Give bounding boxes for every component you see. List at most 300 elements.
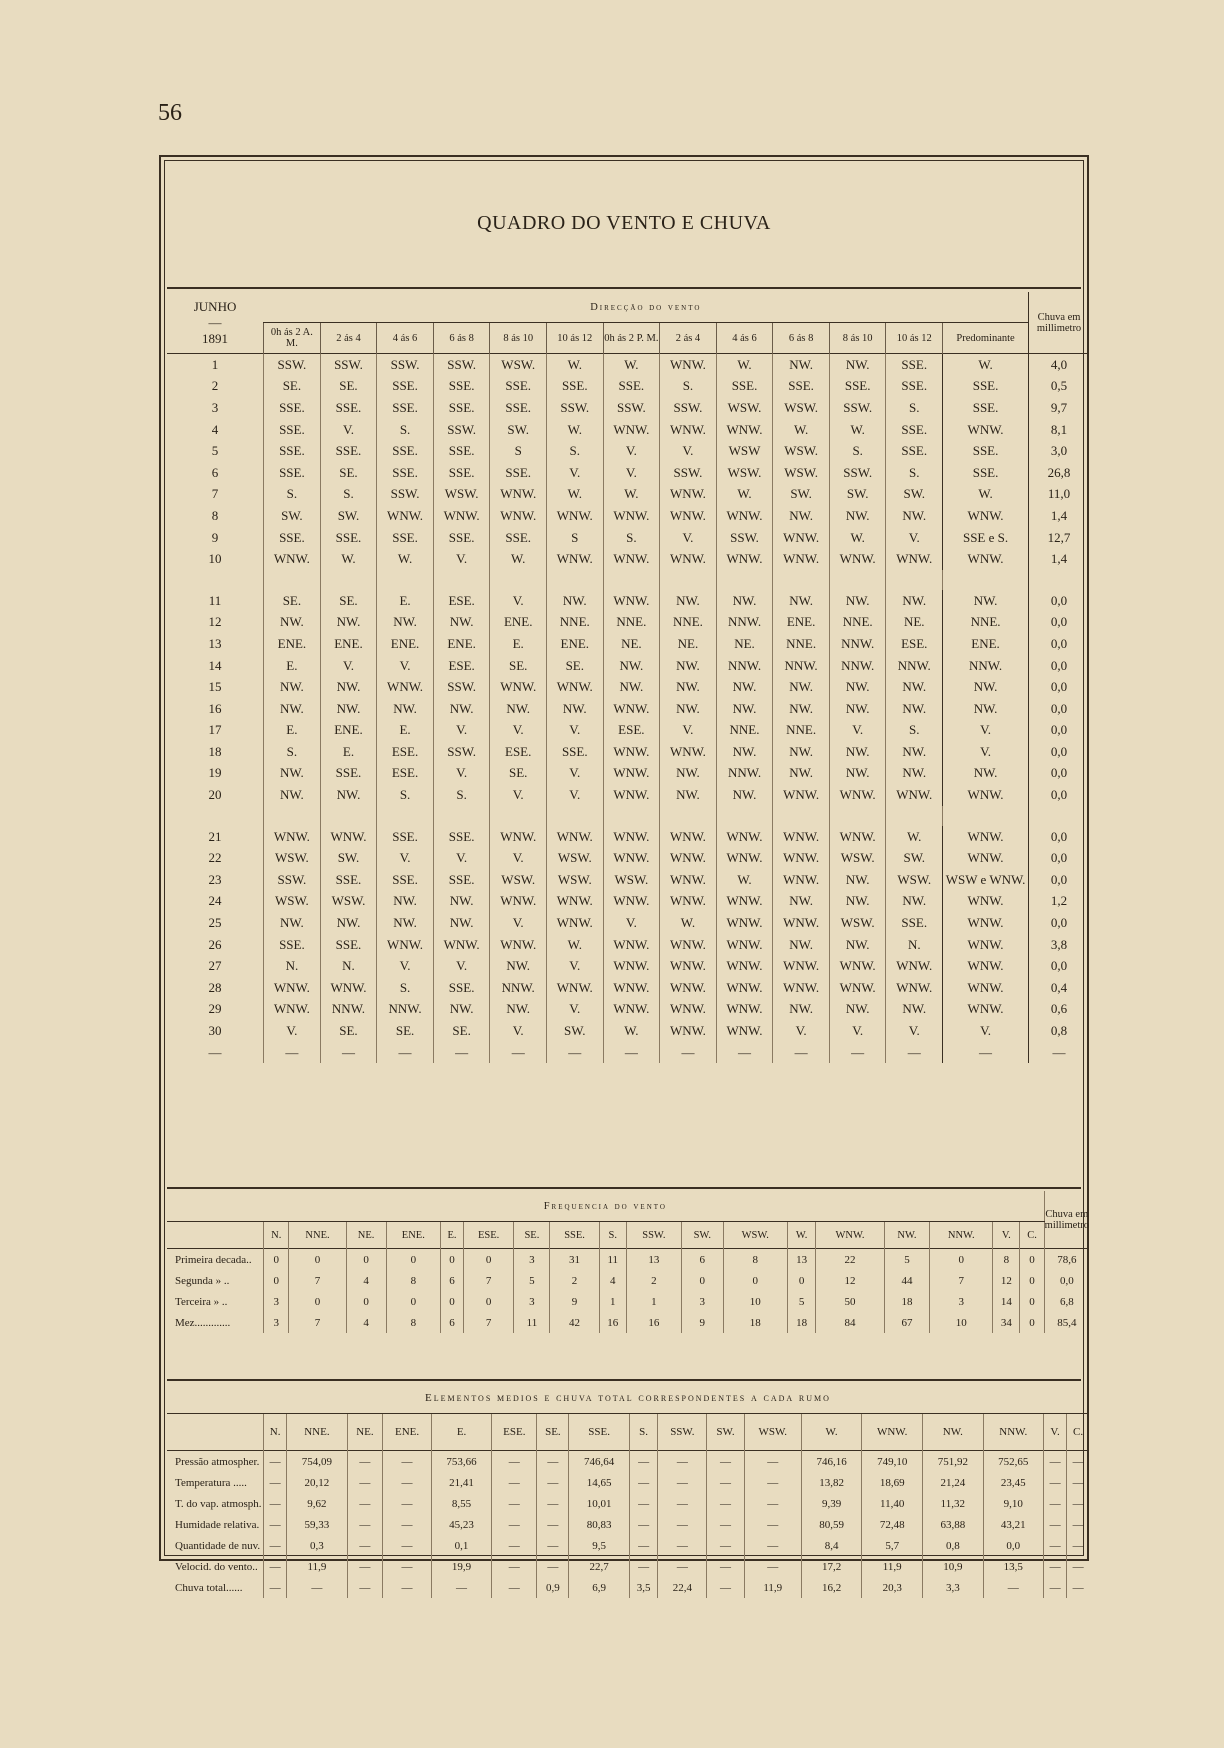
elem-cell: — xyxy=(347,1472,383,1493)
direction-cell: WSW. xyxy=(433,484,490,506)
elem-cell: 0,3 xyxy=(287,1535,347,1556)
direction-cell: WSW. xyxy=(829,912,886,934)
elem-cell: 20,3 xyxy=(862,1577,923,1598)
table-row xyxy=(167,1514,1089,1535)
freq-cell: 22 xyxy=(816,1249,884,1271)
direction-cell: SW. xyxy=(773,484,830,506)
direction-cell: NW. xyxy=(660,698,717,720)
direction-cell: NNW. xyxy=(829,633,886,655)
table-row xyxy=(167,1472,1089,1493)
direction-cell: ENE. xyxy=(490,612,547,634)
direction-cell: S. xyxy=(320,484,377,506)
elem-cell: — xyxy=(347,1451,383,1473)
elements-title: Elementos medios e chuva total correspondentes a cada rumo xyxy=(167,1383,1089,1414)
direction-cell: W. xyxy=(660,912,717,934)
table-row xyxy=(167,869,1089,891)
predominant-cell: NNW. xyxy=(943,655,1029,677)
direction-cell: SSE. xyxy=(433,376,490,398)
freq-cell: 0 xyxy=(930,1249,993,1271)
predominant-cell: WNW. xyxy=(943,977,1029,999)
rain-cell: 0,5 xyxy=(1029,376,1089,398)
direction-cell: NW. xyxy=(320,912,377,934)
freq-cell: 3 xyxy=(514,1249,550,1271)
direction-cell: WNW. xyxy=(829,826,886,848)
direction-cell: NW. xyxy=(490,999,547,1021)
freq-cell: 84 xyxy=(816,1312,884,1333)
direction-cell: WNW. xyxy=(603,698,660,720)
direction-cell: WNW. xyxy=(886,548,943,570)
direction-cell: WSW xyxy=(716,440,773,462)
direction-cell: NW. xyxy=(660,655,717,677)
elem-cell: — xyxy=(383,1514,432,1535)
predominant-cell: SSE. xyxy=(943,440,1029,462)
table-row xyxy=(167,698,1089,720)
freq-cell: 6 xyxy=(441,1312,464,1333)
direction-cell: WNW. xyxy=(716,826,773,848)
direction-cell: NW. xyxy=(264,612,321,634)
direction-cell: WSW. xyxy=(773,440,830,462)
elem-cell: 3,3 xyxy=(923,1577,983,1598)
direction-cell: WNW. xyxy=(547,505,604,527)
elem-cell: 0,8 xyxy=(923,1535,983,1556)
direction-cell: NW. xyxy=(264,784,321,806)
elem-row-label: T. do vap. atmosph. xyxy=(175,1497,262,1510)
direction-cell: SSE. xyxy=(377,462,434,484)
elem-cell: — xyxy=(537,1556,569,1577)
freq-cell: 5 xyxy=(787,1291,816,1312)
elem-dir-header: SE. xyxy=(537,1414,569,1451)
direction-cell: WSW. xyxy=(320,891,377,913)
direction-cell: SE. xyxy=(320,1020,377,1042)
direction-cell: SSW. xyxy=(264,354,321,376)
direction-cell: WNW. xyxy=(829,955,886,977)
elem-cell: 72,48 xyxy=(862,1514,923,1535)
direction-cell: SSW. xyxy=(433,419,490,441)
elem-cell: 9,5 xyxy=(569,1535,629,1556)
table-row xyxy=(167,955,1089,977)
day-cell: 13 xyxy=(208,635,222,651)
table-row xyxy=(167,440,1089,462)
direction-cell: V. xyxy=(377,955,434,977)
table-row xyxy=(167,934,1089,956)
direction-cell: SSW. xyxy=(829,397,886,419)
elem-cell: — xyxy=(347,1556,383,1577)
direction-cell: V. xyxy=(547,955,604,977)
predominant-cell: WNW. xyxy=(943,505,1029,527)
direction-cell: WNW. xyxy=(773,847,830,869)
freq-cell: 4 xyxy=(346,1270,386,1291)
direction-cell: NW. xyxy=(433,891,490,913)
direction-cell: WNW. xyxy=(320,977,377,999)
direction-cell: V. xyxy=(433,720,490,742)
elem-cell: — xyxy=(537,1493,569,1514)
rain-cell: 9,7 xyxy=(1029,397,1089,419)
direction-cell: NW. xyxy=(716,698,773,720)
elem-row-label: Chuva total...... xyxy=(175,1581,243,1594)
predominant-cell: V. xyxy=(943,741,1029,763)
elem-cell: 19,9 xyxy=(431,1556,491,1577)
freq-cell: 8 xyxy=(993,1249,1020,1271)
elem-cell: — xyxy=(383,1493,432,1514)
elem-cell: 746,16 xyxy=(801,1451,861,1473)
freq-cell: 9 xyxy=(550,1291,599,1312)
direction-cell: W. xyxy=(716,354,773,376)
direction-cell: V. xyxy=(264,1020,321,1042)
dash-cell: — xyxy=(490,1042,547,1064)
direction-cell: WNW. xyxy=(603,419,660,441)
direction-cell: SSE. xyxy=(377,440,434,462)
direction-cell: SSW. xyxy=(377,354,434,376)
freq-cell: 0 xyxy=(346,1291,386,1312)
elem-cell: 8,4 xyxy=(801,1535,861,1556)
dash-cell: — xyxy=(829,1042,886,1064)
freq-cell: 16 xyxy=(626,1312,681,1333)
elem-cell: — xyxy=(1067,1577,1089,1598)
direction-cell: NNW. xyxy=(773,655,830,677)
dash-cell: — xyxy=(1029,1042,1089,1064)
elem-cell: 11,40 xyxy=(862,1493,923,1514)
elem-dir-header: NNW. xyxy=(983,1414,1043,1451)
dash-cell: — xyxy=(660,1042,717,1064)
hour-header: 10 ás 12 xyxy=(886,323,943,354)
elem-dir-header: ESE. xyxy=(492,1414,537,1451)
direction-cell: WSW. xyxy=(716,397,773,419)
freq-cell: 7 xyxy=(289,1312,346,1333)
direction-cell: SSE. xyxy=(320,763,377,785)
direction-cell: NW. xyxy=(716,676,773,698)
freq-cell: 0 xyxy=(681,1270,723,1291)
freq-rain-header: Chuva em millimetro xyxy=(1044,1191,1089,1249)
direction-cell: WSW. xyxy=(716,462,773,484)
freq-cell: 16 xyxy=(599,1312,626,1333)
predominant-cell: SSE. xyxy=(943,462,1029,484)
direction-cell: N. xyxy=(320,955,377,977)
direction-cell: V. xyxy=(773,1020,830,1042)
page-title: QUADRO DO VENTO E CHUVA xyxy=(477,212,771,234)
direction-cell: NW. xyxy=(829,676,886,698)
direction-cell: NW. xyxy=(829,763,886,785)
elem-cell: 8,55 xyxy=(431,1493,491,1514)
table-row xyxy=(167,1249,1089,1271)
elem-cell: — xyxy=(1043,1514,1066,1535)
direction-cell: NW. xyxy=(433,912,490,934)
direction-cell: NW. xyxy=(773,698,830,720)
direction-cell: SW. xyxy=(829,484,886,506)
direction-cell: E. xyxy=(377,590,434,612)
dash-cell: — xyxy=(943,1042,1029,1064)
dash-cell: — xyxy=(377,1042,434,1064)
predominant-cell: SSE. xyxy=(943,376,1029,398)
direction-cell: WNW. xyxy=(660,934,717,956)
direction-cell: S. xyxy=(377,419,434,441)
elem-cell: — xyxy=(983,1577,1043,1598)
direction-cell: NW. xyxy=(773,999,830,1021)
elem-cell: — xyxy=(264,1556,287,1577)
direction-cell: WNW. xyxy=(490,934,547,956)
hour-header: 2 ás 4 xyxy=(660,323,717,354)
elem-cell: 11,9 xyxy=(287,1556,347,1577)
elem-cell: — xyxy=(347,1577,383,1598)
direction-cell: ESE. xyxy=(377,763,434,785)
direction-cell: NW. xyxy=(773,505,830,527)
direction-cell: V. xyxy=(490,720,547,742)
direction-cell: WNW. xyxy=(660,484,717,506)
elem-dir-header: N. xyxy=(264,1414,287,1451)
elem-cell: 0,1 xyxy=(431,1535,491,1556)
direction-cell: WNW. xyxy=(716,977,773,999)
freq-cell: 0 xyxy=(386,1249,441,1271)
rain-cell: 0,8 xyxy=(1029,1020,1089,1042)
table-row xyxy=(167,1493,1089,1514)
freq-cell: 3 xyxy=(264,1312,289,1333)
direction-cell: WNW. xyxy=(547,548,604,570)
elem-cell: 13,5 xyxy=(983,1556,1043,1577)
rain-cell: 0,0 xyxy=(1029,720,1089,742)
freq-cell: 0 xyxy=(289,1249,346,1271)
elem-cell: 752,65 xyxy=(983,1451,1043,1473)
elem-cell: — xyxy=(707,1451,744,1473)
direction-cell: WNW. xyxy=(716,505,773,527)
direction-cell: NW. xyxy=(264,676,321,698)
direction-cell: ENE. xyxy=(320,720,377,742)
direction-cell: V. xyxy=(490,912,547,934)
direction-cell: W. xyxy=(886,826,943,848)
direction-cell: SSW. xyxy=(433,741,490,763)
rain-cell: 0,4 xyxy=(1029,977,1089,999)
elem-cell: 749,10 xyxy=(862,1451,923,1473)
direction-cell: WNW. xyxy=(603,934,660,956)
direction-cell: ESE. xyxy=(886,633,943,655)
freq-cell: 7 xyxy=(463,1312,514,1333)
hour-header: 2 ás 4 xyxy=(320,323,377,354)
direction-cell: NW. xyxy=(773,676,830,698)
elem-cell: — xyxy=(1067,1535,1089,1556)
direction-cell: NW. xyxy=(377,912,434,934)
predominant-header: Predominante xyxy=(943,323,1029,354)
direction-cell: V. xyxy=(490,847,547,869)
freq-cell: 0 xyxy=(346,1249,386,1271)
direction-cell: NNW. xyxy=(716,612,773,634)
direction-cell: W. xyxy=(716,484,773,506)
direction-cell: NW. xyxy=(603,655,660,677)
direction-cell: SW. xyxy=(547,1020,604,1042)
day-cell: 5 xyxy=(211,443,219,459)
freq-cell: 7 xyxy=(930,1270,993,1291)
direction-cell: NW. xyxy=(773,354,830,376)
direction-cell: WNW. xyxy=(264,977,321,999)
predominant-cell: V. xyxy=(943,720,1029,742)
direction-cell: WNW. xyxy=(773,977,830,999)
direction-cell: SSW. xyxy=(547,397,604,419)
direction-cell: NW. xyxy=(320,676,377,698)
direction-cell: E. xyxy=(320,741,377,763)
direction-cell: SSE. xyxy=(320,440,377,462)
elem-cell: — xyxy=(658,1451,707,1473)
direction-cell: SSE. xyxy=(490,462,547,484)
direction-cell: W. xyxy=(547,484,604,506)
day-cell: 10 xyxy=(208,551,222,567)
direction-cell: WNW. xyxy=(603,741,660,763)
freq-cell: 6 xyxy=(441,1270,464,1291)
elem-dir-header: W. xyxy=(801,1414,861,1451)
direction-cell: V. xyxy=(377,655,434,677)
direction-cell: WNW. xyxy=(547,891,604,913)
elem-dir-header: S. xyxy=(629,1414,658,1451)
freq-cell: 0 xyxy=(1020,1291,1044,1312)
rain-cell: 0,0 xyxy=(1029,847,1089,869)
direction-cell: NW. xyxy=(829,934,886,956)
predominant-cell: NW. xyxy=(943,676,1029,698)
direction-cell: WNW. xyxy=(660,548,717,570)
freq-row-label: Segunda » .. xyxy=(175,1274,230,1287)
direction-cell: WNW. xyxy=(716,1020,773,1042)
direction-cell: SSE. xyxy=(547,376,604,398)
table-row xyxy=(167,462,1089,484)
direction-cell: WNW. xyxy=(547,676,604,698)
direction-cell: WNW. xyxy=(603,999,660,1021)
predominant-cell: ENE. xyxy=(943,633,1029,655)
predominant-cell: WNW. xyxy=(943,847,1029,869)
predominant-cell: WNW. xyxy=(943,891,1029,913)
rain-cell: 1,4 xyxy=(1029,548,1089,570)
freq-cell: 34 xyxy=(993,1312,1020,1333)
freq-cell: 1 xyxy=(599,1291,626,1312)
freq-cell: 7 xyxy=(463,1270,514,1291)
elem-dir-header: WNW. xyxy=(862,1414,923,1451)
day-cell: 17 xyxy=(208,722,222,738)
day-cell: 2 xyxy=(211,378,219,394)
direction-cell: S. xyxy=(660,376,717,398)
page-number: 56 xyxy=(158,100,182,126)
day-cell: 12 xyxy=(208,614,222,630)
elem-cell: — xyxy=(744,1472,801,1493)
direction-cell: SSE. xyxy=(377,826,434,848)
direction-cell: NW. xyxy=(660,763,717,785)
direction-cell: WNW. xyxy=(660,1020,717,1042)
elem-cell: — xyxy=(1043,1472,1066,1493)
elem-dir-header: SSE. xyxy=(569,1414,629,1451)
direction-cell: NNE. xyxy=(773,633,830,655)
elem-cell: — xyxy=(629,1535,658,1556)
elem-cell: — xyxy=(383,1472,432,1493)
direction-cell: SSW. xyxy=(433,354,490,376)
table-row xyxy=(167,1577,1089,1598)
freq-dir-header: S. xyxy=(599,1222,626,1249)
table-row xyxy=(167,676,1089,698)
elem-dir-header: SW. xyxy=(707,1414,744,1451)
direction-cell: WNW. xyxy=(603,548,660,570)
freq-cell: 6 xyxy=(681,1249,723,1271)
elem-cell: — xyxy=(1043,1577,1066,1598)
direction-cell: WNW. xyxy=(773,548,830,570)
direction-cell: NW. xyxy=(829,999,886,1021)
direction-cell: WNW. xyxy=(603,891,660,913)
direction-cell: WNW. xyxy=(660,955,717,977)
direction-cell: SW. xyxy=(320,505,377,527)
freq-dir-header: SE. xyxy=(514,1222,550,1249)
direction-cell: WNW. xyxy=(547,826,604,848)
direction-cell: WNW. xyxy=(433,505,490,527)
freq-cell: 4 xyxy=(599,1270,626,1291)
direction-cell: WNW. xyxy=(264,999,321,1021)
freq-cell: 0 xyxy=(441,1249,464,1271)
direction-cell: WNW. xyxy=(377,505,434,527)
elem-cell: 754,09 xyxy=(287,1451,347,1473)
direction-cell: N. xyxy=(264,955,321,977)
elem-cell: 17,2 xyxy=(801,1556,861,1577)
elem-cell: — xyxy=(383,1556,432,1577)
direction-cell: NE. xyxy=(660,633,717,655)
direction-cell: WNW. xyxy=(660,826,717,848)
elem-cell: — xyxy=(1043,1556,1066,1577)
direction-cell: SSE. xyxy=(886,440,943,462)
direction-cell: V. xyxy=(490,590,547,612)
dash-cell: — xyxy=(886,1042,943,1064)
freq-cell: 10 xyxy=(723,1291,787,1312)
predominant-cell: NW. xyxy=(943,590,1029,612)
direction-cell: NW. xyxy=(829,698,886,720)
rain-cell: 0,0 xyxy=(1029,698,1089,720)
direction-cell: WNW. xyxy=(433,934,490,956)
elem-row-label: Pressão atmospher. xyxy=(175,1455,260,1468)
direction-cell: NW. xyxy=(490,955,547,977)
rain-cell: 0,0 xyxy=(1029,590,1089,612)
direction-cell: WNW. xyxy=(829,977,886,999)
freq-cell: 5 xyxy=(514,1270,550,1291)
direction-cell: WNW. xyxy=(547,977,604,999)
direction-cell: WNW. xyxy=(660,999,717,1021)
direction-cell: S. xyxy=(547,440,604,462)
freq-cell: 44 xyxy=(884,1270,930,1291)
direction-cell: V. xyxy=(603,912,660,934)
direction-cell: E. xyxy=(377,720,434,742)
dash-cell: — xyxy=(433,1042,490,1064)
elem-dir-header: NW. xyxy=(923,1414,983,1451)
freq-cell: 8 xyxy=(386,1270,441,1291)
elem-cell: 746,64 xyxy=(569,1451,629,1473)
elem-cell: — xyxy=(383,1577,432,1598)
day-cell: 1 xyxy=(211,356,219,372)
direction-cell: SSE. xyxy=(264,440,321,462)
elem-cell: — xyxy=(537,1514,569,1535)
direction-cell: WNW. xyxy=(716,548,773,570)
freq-cell: 11 xyxy=(599,1249,626,1271)
direction-cell: ENE. xyxy=(264,633,321,655)
hour-header: 4 ás 6 xyxy=(377,323,434,354)
elem-cell: — xyxy=(264,1535,287,1556)
freq-cell: 5 xyxy=(884,1249,930,1271)
direction-cell: NW. xyxy=(320,698,377,720)
direction-cell: NNE. xyxy=(547,612,604,634)
direction-cell: WNW. xyxy=(377,676,434,698)
direction-cell: NW. xyxy=(264,763,321,785)
direction-cell: NW. xyxy=(829,505,886,527)
freq-dir-header: SSW. xyxy=(626,1222,681,1249)
direction-cell: WNW. xyxy=(660,741,717,763)
hour-header: 8 ás 10 xyxy=(829,323,886,354)
day-cell: 25 xyxy=(208,915,222,931)
direction-cell: S. xyxy=(829,440,886,462)
direction-cell: S. xyxy=(433,784,490,806)
direction-cell: SE. xyxy=(490,655,547,677)
direction-cell: WNW. xyxy=(603,505,660,527)
elem-cell: — xyxy=(1067,1556,1089,1577)
day-cell: 19 xyxy=(208,765,222,781)
table-row xyxy=(167,912,1089,934)
dash-cell: — xyxy=(603,1042,660,1064)
table-row xyxy=(167,505,1089,527)
table-frame xyxy=(159,155,1089,1594)
